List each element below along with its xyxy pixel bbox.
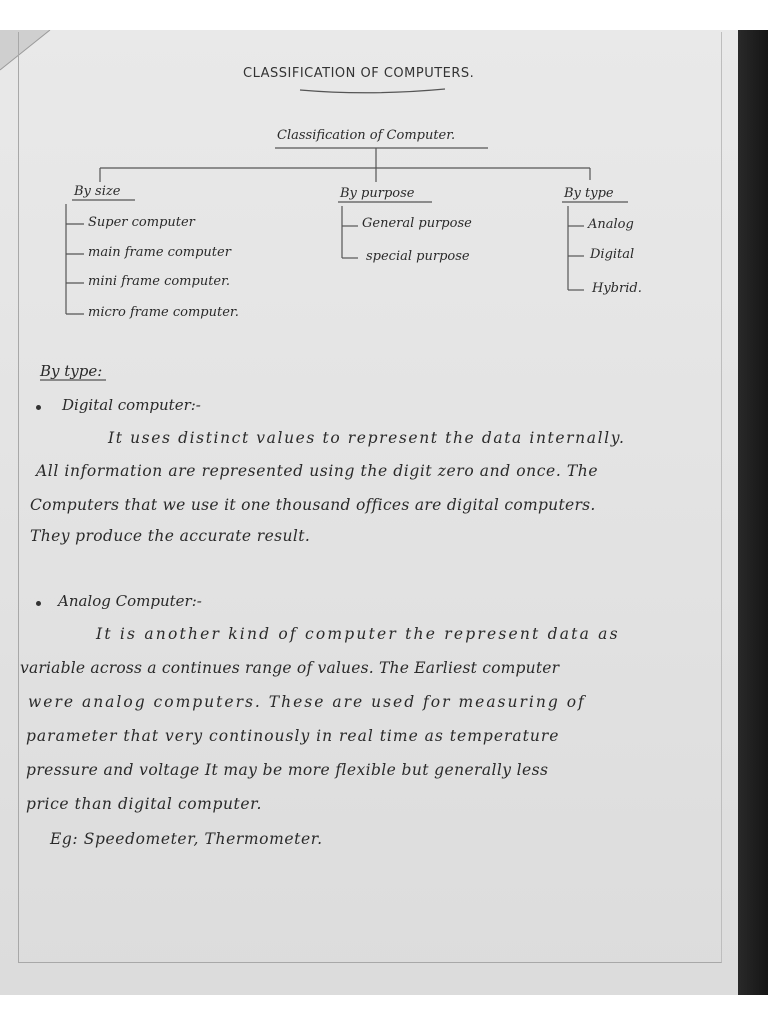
branch-by-purpose-label: By purpose: [340, 186, 415, 201]
tree-item-main-frame: main frame computer: [88, 245, 231, 260]
analog-line-3: were analog computers. These are used for measuring of: [28, 693, 586, 711]
analog-line-2: variable across a continues range of values. The Earliest computer: [20, 659, 560, 677]
analog-line-5: pressure and voltage It may be more flexible but generally less: [26, 761, 549, 779]
digital-line-4: They produce the accurate result.: [30, 527, 311, 545]
branch-by-type-label: By type: [564, 186, 614, 201]
tree-item-mini-frame: mini frame computer.: [88, 274, 231, 289]
digital-heading: Digital computer:-: [62, 396, 201, 414]
digital-line-2: All information are represented using the digit zero and once. The: [36, 462, 599, 480]
bullet-digital: [36, 405, 41, 410]
analog-line-1: It is another kind of computer the represent data as: [96, 625, 620, 643]
tree-item-digital: Digital: [590, 247, 635, 262]
analog-line-4: parameter that very continously in real time as temperature: [26, 727, 560, 745]
analog-heading: Analog Computer:-: [58, 592, 202, 610]
analog-line-6: price than digital computer.: [26, 795, 262, 813]
tree-root-label: Classification of Computer.: [277, 128, 456, 143]
by-type-heading: By type:: [40, 362, 103, 380]
tree-item-hybrid: Hybrid.: [592, 281, 642, 296]
page-title: CLASSIFICATION OF COMPUTERS.: [243, 66, 475, 81]
tree-item-general-purpose: General purpose: [362, 216, 472, 231]
tree-item-special-purpose: special purpose: [366, 249, 470, 264]
tree-item-super-computer: Super computer: [88, 215, 195, 230]
tree-item-analog: Analog: [588, 217, 634, 232]
digital-line-3: Computers that we use it one thousand offices are digital computers.: [30, 496, 596, 514]
analog-example: Eg: Speedometer, Thermometer.: [50, 830, 323, 848]
title-underline: [300, 89, 445, 93]
digital-line-1: It uses distinct values to represent the data internally.: [108, 429, 626, 447]
branch-by-size-label: By size: [74, 184, 121, 199]
tree-item-micro-frame: micro frame computer.: [88, 305, 239, 320]
bullet-analog: [36, 601, 41, 606]
